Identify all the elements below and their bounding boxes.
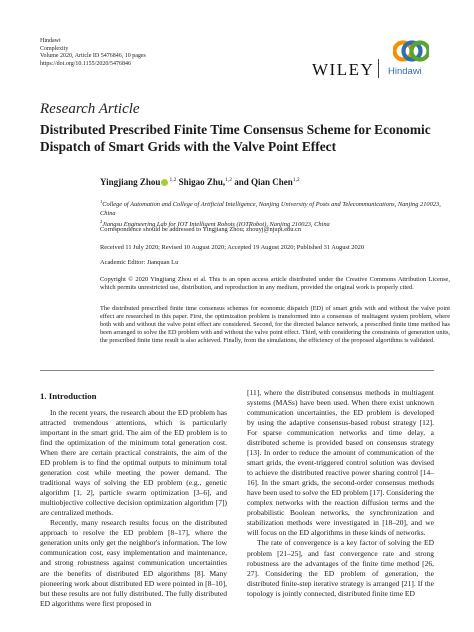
hindawi-wordmark: Hindawi bbox=[388, 66, 422, 77]
paragraph: [11], where the distributed consensus methods in multiagent systems (MASs) have been used. When there exist unknown communication uncertainties, the ED problem is developed by using the adaptive consensus-based robust strategy [12]. For sparse communication networks and time delay, a distributed scheme is provided based on consensus strategy [13]. In order to reduce the amount of communication of the smart grids, the event-triggered control solution was devised to achieve the distributed reactive power sharing control [14–16]. In the smart grids, the second-order consensus methods have been used to solve the ED problem [17]. Considering the complex networks with the reaction diffusion terms and the probabilistic Boolean networks, the synchronization and stabilization methods were investigated in [18–20], and we will focus on the ED algorithms in these kinds of networks. bbox=[247, 388, 434, 538]
section-divider bbox=[40, 370, 434, 371]
section-heading: 1. Introduction bbox=[40, 391, 97, 401]
article-title: Distributed Prescribed Finite Time Consensus Scheme for Economic Dispatch of Smart Grids with the Valve Point Effect bbox=[40, 122, 431, 154]
author-affil: 1,2 bbox=[292, 177, 300, 183]
journal-name: Hindawi bbox=[40, 38, 61, 44]
author-name: Shigao Zhu, bbox=[178, 177, 226, 187]
abstract: The distributed prescribed finite time consensus schemes for economic dispatch (ED) of smart grids with and without the valve point effect are researched in this paper. First, the optimization problem is transformed into a consensus of multiagent system problem, where both with and without the valve point effect are considered. Second, for the directed balance network, a prescribed finite time method has been arranged to solve the ED problem with and without the valve point effect. Third, with considering the constraints of generation units, the prescribed finite time result is also achieved. Finally, from the simulations, the efficiency of the proposed algorithms is validated. bbox=[100, 305, 450, 344]
author-list bbox=[100, 177, 300, 187]
author-name: Yingjiang Zhou bbox=[100, 177, 161, 187]
paragraph: Recently, many research results focus on the distributed approach to resolve the ED problem [8–17], where the generation units only get the neighbor's information. The low communication cost, easy implementation and maintenance, and strong robustness against communication uncertainties are the benefits of distributed ED algorithms [8]. Many pioneering work about distributed ED were pointed in [8–10], but these results are not fully distributed. The fully distributed ED algorithms were first proposed in bbox=[40, 518, 227, 608]
orcid-icon[interactable] bbox=[161, 179, 168, 186]
journal-meta bbox=[40, 38, 146, 68]
logo-divider bbox=[378, 59, 379, 78]
affiliation: $^1$College of Automation and College of Artificial Intelligence, Nanjing University of Posts and Telecommunications, Nanjing 210023, China bbox=[100, 199, 441, 217]
dates: Received 11 July 2020; Revised 10 August 2020; Accepted 19 August 2020; Published 31 August 2020 bbox=[100, 244, 365, 251]
author-affil: 1,2 bbox=[169, 177, 177, 183]
affiliations bbox=[100, 198, 450, 229]
copyright: Copyright © 2020 Yingjiang Zhou et al. This is an open access article distributed under the Creative Commons Attribution License, which permits unrestricted use, distribution, and reproduction in any medium, provided the original work is properly cited. bbox=[100, 276, 450, 292]
left-column bbox=[40, 408, 227, 609]
academic-editor: Academic Editor: Jianquan Lu bbox=[100, 259, 179, 266]
paragraph: In the recent years, the research about the ED problem has attracted tremendous attentions, which is particularly important in the smart grid. The aim of the ED problem is to find the optimization of the minimum total generation cost. When there are certain practical constraints, the aim of the ED problem is to find the optimal outputs to minimum total generation cost while meeting the power demand. The traditional ways of solving the ED problem (e.g., genetic algorithm [1, 2], particle swarm optimization [3–6], and multiobjective collective decision optimization algorithm [7]) are centralized methods. bbox=[40, 408, 227, 518]
correspondence: Correspondence should be addressed to Yingjiang Zhou; zhouyj@njupt.edu.cn bbox=[100, 226, 302, 233]
paragraph: The rate of convergence is a key factor of solving the ED problem [21–25], and fast convergence rate and strong robustness are the advantages of the finite time method [26, 27]. Considering the ED problem of generation, the distributed finite-step iterative strategy is arranged [21]. If the topology is jointly connected, distributed finite time ED bbox=[247, 538, 434, 598]
volume-line: Volume 2020, Article ID 5476846, 10 pages bbox=[40, 53, 146, 60]
author-name: and Qian Chen bbox=[234, 177, 293, 187]
hindawi-logo-icon bbox=[393, 38, 429, 64]
author-affil: 1,2 bbox=[225, 177, 232, 183]
affiliation: $^2$Jiangsu Engineering Lab for IOT Intelligent Robots (IOTRobot), Nanjing 210023, China bbox=[100, 218, 330, 229]
article-type: Research Article bbox=[40, 101, 140, 117]
doi-link[interactable]: https://doi.org/10.1155/2020/5476846 bbox=[40, 60, 132, 67]
journal-title: Complexity bbox=[40, 45, 69, 52]
right-column bbox=[247, 388, 434, 599]
wiley-logo: WILEY bbox=[312, 60, 375, 79]
